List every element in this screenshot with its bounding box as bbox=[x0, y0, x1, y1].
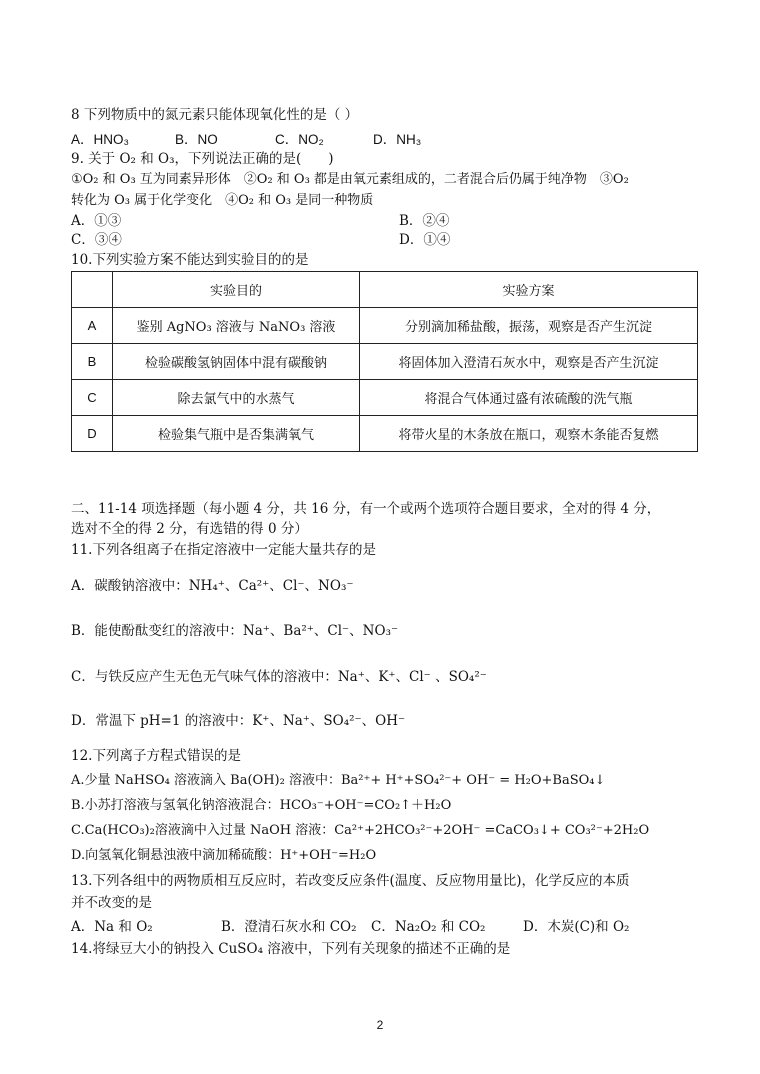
section2-heading-2: 选对不全的得 2 分，有选错的得 0 分） bbox=[71, 521, 308, 537]
q10-experiment-table bbox=[71, 271, 698, 452]
q8-option-a: A．HNO₃ bbox=[71, 132, 130, 147]
table-cell-plan: 将带火星的木条放在瓶口，观察木条能否复燃 bbox=[360, 416, 698, 452]
q12-stem: 12.下列离子方程式错误的是 bbox=[71, 748, 241, 764]
q12-option-d: D.向氢氧化铜悬浊液中滴加稀硫酸：H⁺+OH⁻=H₂O bbox=[71, 848, 377, 863]
q12-option-c: C.Ca(HCO₃)₂溶液滴中入过量 NaOH 溶液：Ca²⁺+2HCO₃²⁻+2OH⁻ =CaCO₃↓+ CO₃²⁻+2H₂O bbox=[71, 823, 650, 838]
q13-option-a: A．Na 和 O₂ bbox=[71, 919, 153, 935]
q13-option-c: C．Na₂O₂ 和 CO₂ bbox=[371, 919, 486, 935]
q9-stem: 9. 关于 O₂ 和 O₃，下列说法正确的是( ) bbox=[71, 151, 334, 167]
page-number: 2 bbox=[376, 1018, 384, 1032]
table-header-row bbox=[72, 272, 698, 308]
table-header-plan: 实验方案 bbox=[360, 272, 698, 308]
q11-option-b: B．能使酚酞变红的溶液中：Na⁺、Ba²⁺、Cl⁻、NO₃⁻ bbox=[71, 623, 399, 639]
q9-option-c: C．③④ bbox=[71, 232, 122, 248]
table-header-blank bbox=[72, 272, 113, 308]
table-cell-plan: 分别滴加稀盐酸，振荡，观察是否产生沉淀 bbox=[360, 308, 698, 344]
q9-option-b: B．②④ bbox=[399, 213, 450, 229]
q12-option-a: A.少量 NaHSO₄ 溶液滴入 Ba(OH)₂ 溶液中：Ba²⁺+ H⁺+SO₄²⁻+ OH⁻ = H₂O+BaSO₄↓ bbox=[71, 773, 606, 788]
table-header-purpose: 实验目的 bbox=[113, 272, 360, 308]
q12-option-b: B.小苏打溶液与氢氧化钠溶液混合：HCO₃⁻+OH⁻=CO₂↑＋H₂O bbox=[71, 798, 452, 813]
q8-stem: 8 下列物质中的氮元素只能体现氧化性的是（ ） bbox=[71, 107, 359, 123]
q11-option-a: A．碳酸钠溶液中：NH₄⁺、Ca²⁺、Cl⁻、NO₃⁻ bbox=[71, 578, 354, 594]
table-cell-purpose: 除去氯气中的水蒸气 bbox=[113, 380, 360, 416]
q9-option-a: A．①③ bbox=[71, 213, 122, 229]
table-cell-purpose: 检验碳酸氢钠固体中混有碳酸钠 bbox=[113, 344, 360, 380]
table-row bbox=[72, 416, 698, 452]
table-cell-label: A bbox=[72, 308, 113, 344]
section2-heading-1: 二、11-14 项选择题（每小题 4 分，共 16 分，有一个或两个选项符合题目要求，全对的得 4 分， bbox=[71, 501, 661, 517]
table-cell-plan: 将固体加入澄清石灰水中，观察是否产生沉淀 bbox=[360, 344, 698, 380]
table-row bbox=[72, 380, 698, 416]
q13-option-b: B．澄清石灰水和 CO₂ bbox=[221, 919, 357, 935]
table-cell-purpose: 检验集气瓶中是否集满氧气 bbox=[113, 416, 360, 452]
table-cell-label: D bbox=[72, 416, 113, 452]
table-row bbox=[72, 344, 698, 380]
q10-stem: 10.下列实验方案不能达到实验目的的是 bbox=[71, 252, 309, 268]
table-cell-purpose: 鉴别 AgNO₃ 溶液与 NaNO₃ 溶液 bbox=[113, 308, 360, 344]
q11-stem: 11.下列各组离子在指定溶液中一定能大量共存的是 bbox=[71, 542, 376, 558]
q8-option-c: C．NO₂ bbox=[275, 132, 324, 147]
q9-option-d: D．①④ bbox=[399, 232, 451, 248]
table-row bbox=[72, 308, 698, 344]
table-cell-plan: 将混合气体通过盛有浓硫酸的洗气瓶 bbox=[360, 380, 698, 416]
table-cell-label: B bbox=[72, 344, 113, 380]
q14-stem: 14.将绿豆大小的钠投入 CuSO₄ 溶液中，下列有关现象的描述不正确的是 bbox=[71, 941, 511, 957]
q11-option-c: C．与铁反应产生无色无气味气体的溶液中：Na⁺、K⁺、Cl⁻ 、SO₄²⁻ bbox=[71, 669, 487, 685]
q9-statements-2: 转化为 O₃ 属于化学变化 ④O₂ 和 O₃ 是同一种物质 bbox=[71, 193, 374, 208]
q11-option-d: D．常温下 pH=1 的溶液中：K⁺、Na⁺、SO₄²⁻、OH⁻ bbox=[71, 713, 406, 729]
q8-option-d: D．NH₃ bbox=[373, 132, 422, 147]
q13-stem-1: 13.下列各组中的两物质相互反应时，若改变反应条件(温度、反应物用量比)，化学反应的本质 bbox=[71, 873, 630, 889]
q13-stem-2: 并不改变的是 bbox=[71, 895, 152, 911]
q9-statements-1: ①O₂ 和 O₃ 互为同素异形体 ②O₂ 和 O₃ 都是由氧元素组成的，二者混合后仍属于纯净物 ③O₂ bbox=[71, 172, 629, 187]
q13-option-d: D．木炭(C)和 O₂ bbox=[523, 919, 630, 935]
table-cell-label: C bbox=[72, 380, 113, 416]
q8-option-b: B．NO bbox=[175, 132, 218, 147]
